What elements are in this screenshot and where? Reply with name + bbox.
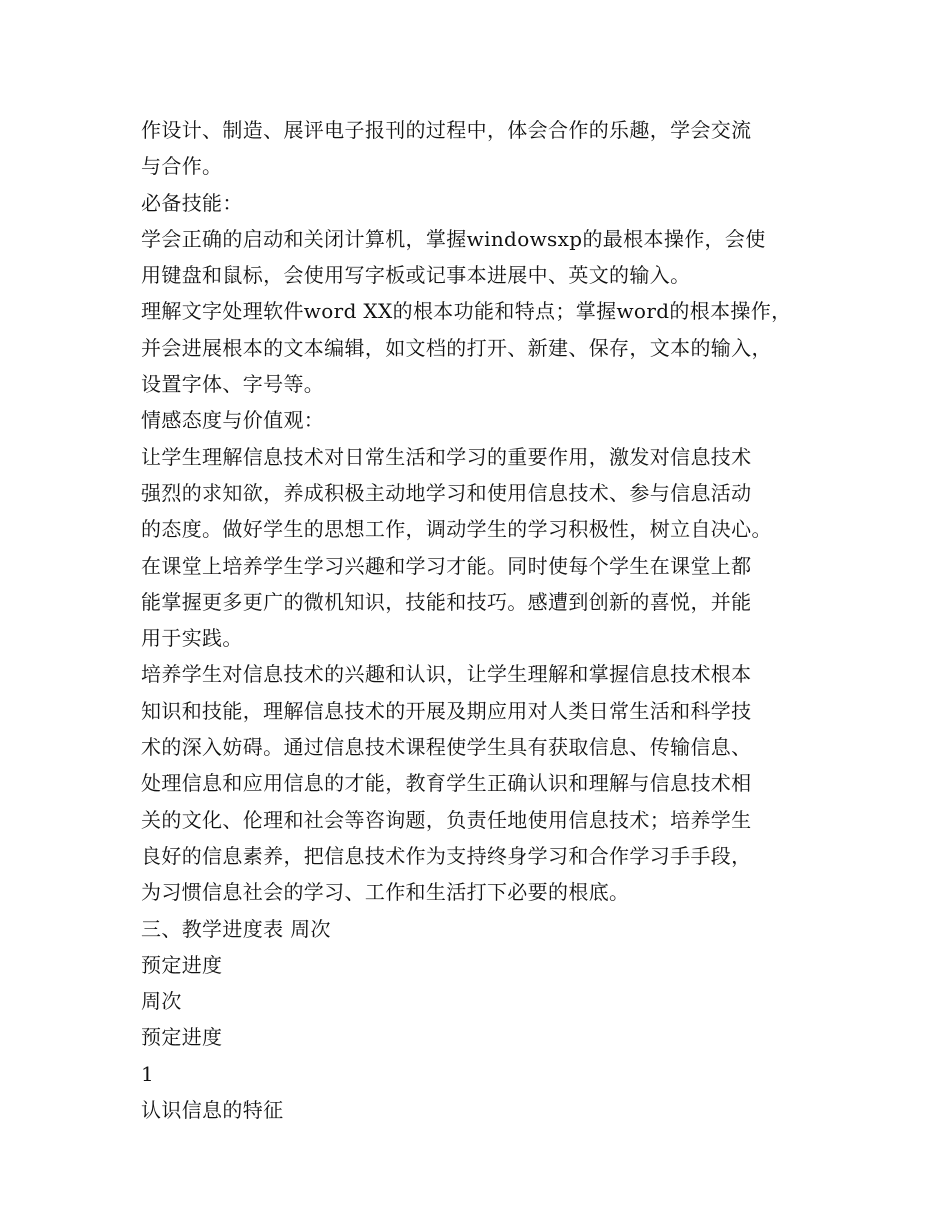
- section-heading: 必备技能：: [141, 190, 243, 215]
- text-line: 与合作。: [141, 154, 223, 179]
- text-line: 能掌握更多更广的微机知识，技能和技巧。感遭到创新的喜悦，并能: [141, 589, 752, 614]
- text-line: 强烈的求知欲，养成积极主动地学习和使用信息技术、参与信息活动: [141, 480, 752, 505]
- text-line: 处理信息和应用信息的才能，教育学生正确认识和理解与信息技术相: [141, 771, 752, 796]
- text-line: 培养学生对信息技术的兴趣和认识，让学生理解和掌握信息技术根本: [141, 662, 752, 687]
- table-cell: 周次: [141, 989, 182, 1014]
- table-cell: 1: [141, 1061, 155, 1086]
- text-line: 术的深入妨碍。通过信息技术课程使学生具有获取信息、传输信息、: [141, 735, 752, 760]
- table-cell: 预定进度: [141, 1025, 223, 1050]
- text-line: 用键盘和鼠标，会使用写字板或记事本进展中、英文的输入。: [141, 263, 691, 288]
- text-line: 理解文字处理软件word XX的根本功能和特点；掌握word的根本操作，: [141, 299, 792, 324]
- text-line: 知识和技能，理解信息技术的开展及期应用对人类日常生活和科学技: [141, 698, 752, 723]
- text-line: 的态度。做好学生的思想工作，调动学生的学习积极性，树立自决心。: [141, 517, 772, 542]
- text-line: 为习惯信息社会的学习、工作和生活打下必要的根底。: [141, 880, 630, 905]
- table-cell: 认识信息的特征: [141, 1098, 284, 1123]
- text-line: 学会正确的启动和关闭计算机，掌握windowsxp的最根本操作，会使: [141, 226, 766, 251]
- text-line: 在课堂上培养学生学习兴趣和学习才能。同时使每个学生在课堂上都: [141, 553, 752, 578]
- text-line: 关的文化、伦理和社会等咨询题，负责任地使用信息技术；培养学生: [141, 807, 752, 832]
- document-body: [141, 112, 841, 1128]
- text-line: 并会进展根本的文本编辑，如文档的打开、新建、保存，文本的输入，: [141, 335, 772, 360]
- text-line: 让学生理解信息技术对日常生活和学习的重要作用，激发对信息技术: [141, 444, 752, 469]
- section-heading: 三、教学进度表 周次: [141, 916, 331, 941]
- section-heading: 情感态度与价值观：: [141, 408, 325, 433]
- text-line: 作设计、制造、展评电子报刊的过程中，体会合作的乐趣，学会交流: [141, 118, 752, 142]
- table-cell: 预定进度: [141, 952, 223, 977]
- text-line: 用于实践。: [141, 626, 243, 651]
- text-line: 良好的信息素养，把信息技术作为支持终身学习和合作学习手手段，: [141, 843, 752, 868]
- text-line: 设置字体、字号等。: [141, 372, 325, 397]
